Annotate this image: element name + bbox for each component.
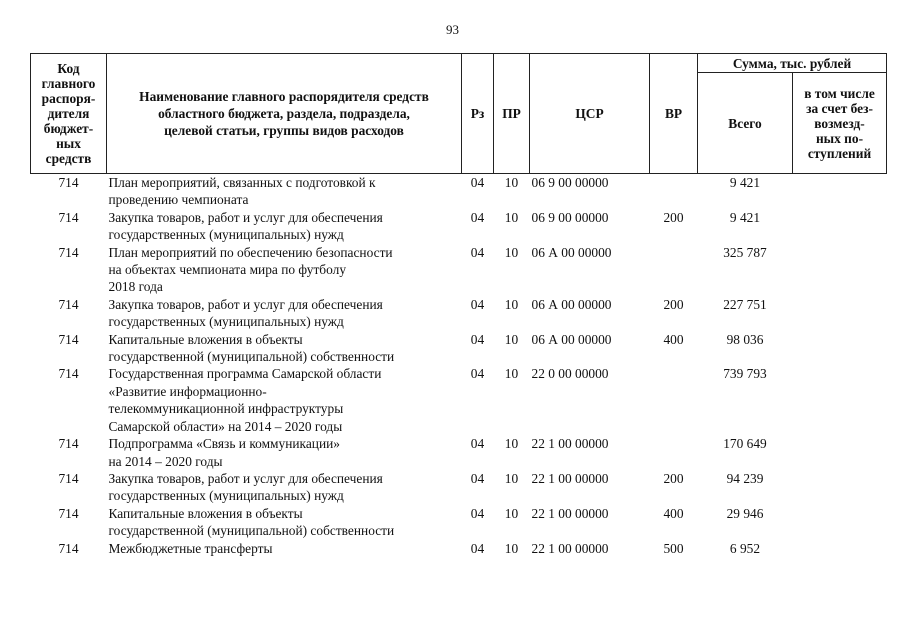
cell-code: 714: [58, 209, 79, 225]
cell-vr: 200: [663, 296, 684, 312]
cell-name-line: Межбюджетные трансферты: [108, 540, 273, 556]
cell-vr: [650, 435, 698, 470]
cell-name-line: телекоммуникационной инфраструктуры: [108, 401, 344, 417]
cell-pr: 10: [504, 470, 519, 486]
cell-code: 714: [58, 175, 79, 190]
cell-gratuitous: [793, 470, 887, 505]
cell-gratuitous: [793, 331, 887, 366]
cell-vr: [650, 174, 698, 209]
table-row: [31, 505, 887, 540]
cell-name-line: План мероприятий, связанных с подготовкой к: [108, 175, 376, 190]
cell-pr: 10: [504, 436, 519, 452]
cell-rz: 04: [470, 366, 485, 382]
cell-total: 29 946: [726, 505, 764, 521]
cell-gratuitous: [793, 505, 887, 540]
cell-total: 94 239: [726, 470, 764, 486]
header-name: Наименование главного распорядителя средств областного бюджета, раздела, подраздела, целевой статьи, группы видов расходов: [107, 54, 462, 174]
cell-name-line: Государственная программа Самарской области: [108, 366, 382, 382]
cell-rz: 04: [470, 296, 485, 312]
cell-vr: 200: [663, 470, 684, 486]
cell-code: 714: [58, 540, 79, 556]
cell-total: 9 421: [729, 209, 761, 225]
header-vr: ВР: [650, 54, 698, 174]
cell-csr: 22 1 00 00000: [531, 436, 609, 452]
cell-name-line: государственных (муниципальных) нужд: [108, 227, 344, 243]
cell-vr: 400: [663, 505, 684, 521]
cell-code: 714: [58, 244, 79, 260]
cell-csr: 22 1 00 00000: [531, 470, 609, 486]
header-rz: Рз: [462, 54, 494, 174]
cell-name-line: государственной (муниципальной) собственности: [108, 523, 395, 539]
cell-name: [107, 435, 462, 470]
cell-csr: 22 0 00 00000: [531, 366, 609, 382]
cell-csr: 06 А 00 00000: [531, 331, 612, 347]
cell-csr: 06 А 00 00000: [531, 296, 612, 312]
cell-pr: 10: [504, 505, 519, 521]
cell-csr: 06 А 00 00000: [531, 244, 612, 260]
cell-name-line: государственных (муниципальных) нужд: [108, 314, 344, 330]
cell-gratuitous: [793, 435, 887, 470]
cell-pr: 10: [504, 296, 519, 312]
cell-pr: 10: [504, 366, 519, 382]
cell-name: [107, 296, 462, 331]
header-csr: ЦСР: [530, 54, 650, 174]
header-gratuitous: в том числе за счет без- возмезд- ных по- ступлений: [793, 73, 887, 174]
cell-name: [107, 470, 462, 505]
cell-rz: 04: [470, 209, 485, 225]
table-row: [31, 331, 887, 366]
cell-gratuitous: [793, 365, 887, 435]
cell-name-line: Капитальные вложения в объекты: [108, 331, 303, 347]
cell-name: [107, 540, 462, 557]
cell-name-line: Подпрограмма «Связь и коммуникации»: [108, 436, 340, 452]
cell-rz: 04: [470, 505, 485, 521]
header-sum: Сумма, тыс. рублей: [698, 54, 887, 73]
cell-pr: 10: [504, 209, 519, 225]
table-body: [31, 174, 887, 557]
cell-name: [107, 244, 462, 296]
cell-vr: 500: [663, 540, 684, 556]
table-row: [31, 540, 887, 557]
table-row: [31, 209, 887, 244]
cell-name-line: государственной (муниципальной) собственности: [108, 349, 395, 365]
cell-code: 714: [58, 331, 79, 347]
table-row: [31, 365, 887, 435]
cell-pr: 10: [504, 331, 519, 347]
header-pr: ПР: [494, 54, 530, 174]
table-header: [31, 54, 887, 174]
cell-vr: 400: [663, 331, 684, 347]
table-row: [31, 244, 887, 296]
cell-name-line: Закупка товаров, работ и услуг для обеспечения: [108, 470, 383, 486]
table-row: [31, 296, 887, 331]
table-row: [31, 470, 887, 505]
cell-rz: 04: [470, 175, 485, 190]
cell-total: 98 036: [726, 331, 764, 347]
cell-total: 9 421: [729, 175, 761, 190]
cell-name: [107, 331, 462, 366]
cell-csr: 06 9 00 00000: [531, 175, 609, 190]
cell-name: [107, 365, 462, 435]
cell-gratuitous: [793, 540, 887, 557]
cell-csr: 22 1 00 00000: [531, 505, 609, 521]
cell-pr: 10: [504, 540, 519, 556]
cell-rz: 04: [470, 540, 485, 556]
cell-name-line: «Развитие информационно-: [108, 383, 267, 399]
table-row: [31, 174, 887, 209]
cell-gratuitous: [793, 174, 887, 209]
cell-code: 714: [58, 296, 79, 312]
cell-vr: [650, 244, 698, 296]
cell-pr: 10: [504, 175, 519, 190]
cell-name-line: Капитальные вложения в объекты: [108, 505, 303, 521]
cell-name-line: на объектах чемпионата мира по футболу: [108, 262, 347, 278]
cell-code: 714: [58, 366, 79, 382]
cell-name-line: Самарской области» на 2014 – 2020 годы: [108, 418, 343, 434]
cell-name: [107, 505, 462, 540]
page-number: 93: [446, 22, 459, 37]
budget-table: [30, 53, 887, 557]
cell-rz: 04: [470, 470, 485, 486]
cell-total: 739 793: [723, 366, 767, 382]
cell-rz: 04: [470, 436, 485, 452]
cell-name-line: Закупка товаров, работ и услуг для обеспечения: [108, 209, 383, 225]
cell-csr: 06 9 00 00000: [531, 209, 609, 225]
cell-name-line: проведению чемпионата: [108, 192, 249, 208]
cell-name-line: План мероприятий по обеспечению безопасности: [108, 244, 393, 260]
cell-vr: 200: [663, 209, 684, 225]
cell-total: 170 649: [723, 436, 767, 452]
cell-name-line: Закупка товаров, работ и услуг для обеспечения: [108, 296, 383, 312]
cell-code: 714: [58, 436, 79, 452]
header-total: Всего: [698, 73, 793, 174]
cell-total: 227 751: [723, 296, 767, 312]
cell-rz: 04: [470, 244, 485, 260]
cell-total: 6 952: [729, 540, 761, 556]
cell-name: [107, 209, 462, 244]
cell-code: 714: [58, 470, 79, 486]
cell-name-line: на 2014 – 2020 годы: [108, 453, 223, 469]
cell-name-line: 2018 года: [108, 279, 163, 295]
cell-gratuitous: [793, 244, 887, 296]
cell-rz: 04: [470, 331, 485, 347]
cell-name-line: государственных (муниципальных) нужд: [108, 488, 344, 504]
cell-gratuitous: [793, 209, 887, 244]
cell-pr: 10: [504, 244, 519, 260]
cell-total: 325 787: [723, 244, 767, 260]
cell-gratuitous: [793, 296, 887, 331]
header-code: Код главного распоря- дителя бюджет- ных средств: [31, 54, 107, 174]
cell-csr: 22 1 00 00000: [531, 540, 609, 556]
cell-name: [107, 174, 462, 209]
table-row: [31, 435, 887, 470]
cell-code: 714: [58, 505, 79, 521]
cell-vr: [650, 365, 698, 435]
